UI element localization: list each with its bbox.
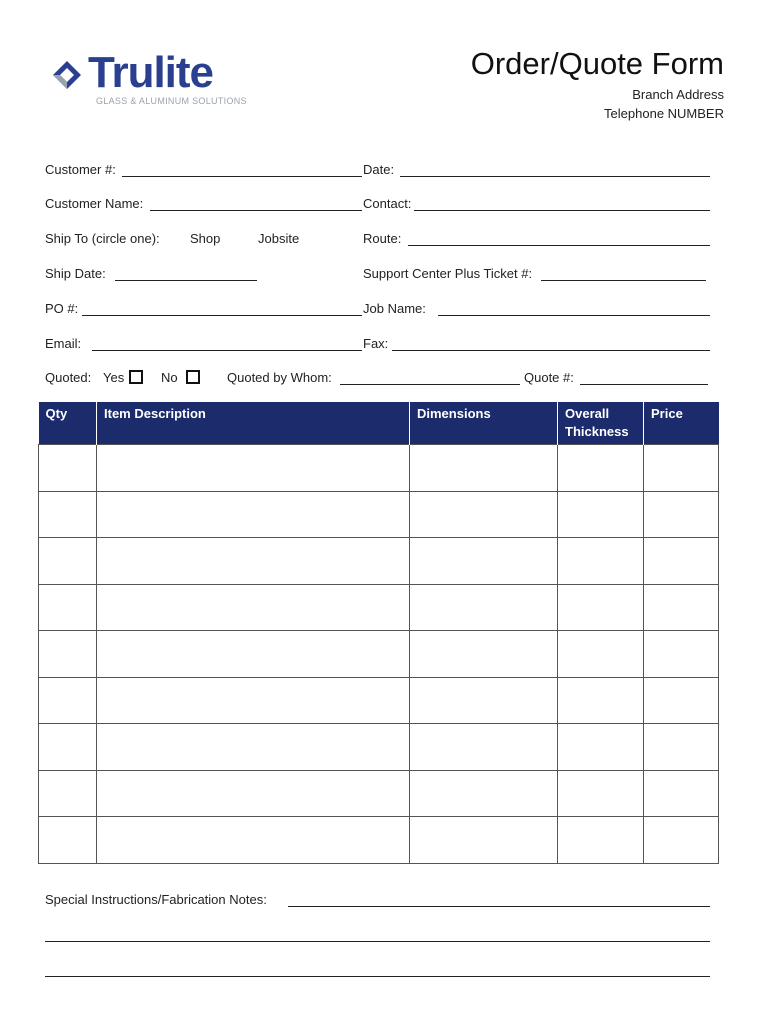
date-label: Date:	[363, 162, 395, 177]
table-row	[39, 770, 719, 817]
cell-dimensions[interactable]	[410, 770, 558, 817]
ship-to-jobsite-option[interactable]: Jobsite	[258, 231, 300, 246]
po-field[interactable]	[82, 315, 362, 316]
support-ticket-field[interactable]	[541, 280, 706, 281]
cell-price[interactable]	[644, 770, 719, 817]
cell-price[interactable]	[644, 491, 719, 538]
column-header-item-description: Item Description	[97, 402, 410, 445]
fax-label: Fax:	[363, 336, 389, 351]
ship-to-shop-option[interactable]: Shop	[190, 231, 221, 246]
po-label: PO #:	[45, 301, 79, 316]
table-header-row	[39, 402, 719, 445]
cell-qty[interactable]	[39, 538, 97, 585]
quoted-yes-checkbox[interactable]	[129, 370, 143, 384]
table-row	[39, 724, 719, 771]
cell-qty[interactable]	[39, 677, 97, 724]
cell-price[interactable]	[644, 538, 719, 585]
cell-item-description[interactable]	[97, 491, 410, 538]
table-row	[39, 538, 719, 585]
column-header-qty: Qty	[39, 402, 97, 445]
fax-field[interactable]	[392, 350, 710, 351]
customer-number-field[interactable]	[122, 176, 362, 177]
cell-item-description[interactable]	[97, 770, 410, 817]
notes-line-1[interactable]	[288, 906, 710, 907]
cell-price[interactable]	[644, 817, 719, 864]
cell-price[interactable]	[644, 584, 719, 631]
quote-number-field[interactable]	[580, 384, 708, 385]
table-row	[39, 491, 719, 538]
support-ticket-label: Support Center Plus Ticket #:	[363, 266, 533, 281]
column-header-price: Price	[644, 402, 719, 445]
cell-item-description[interactable]	[97, 631, 410, 678]
table-row	[39, 445, 719, 492]
cell-item-description[interactable]	[97, 817, 410, 864]
customer-name-label: Customer Name:	[45, 196, 144, 211]
cell-qty[interactable]	[39, 817, 97, 864]
cell-qty[interactable]	[39, 491, 97, 538]
email-field[interactable]	[92, 350, 362, 351]
table-row	[39, 677, 719, 724]
cell-item-description[interactable]	[97, 724, 410, 771]
job-name-label: Job Name:	[363, 301, 426, 316]
ship-to-label: Ship To (circle one):	[45, 231, 160, 246]
cell-qty[interactable]	[39, 724, 97, 771]
cell-dimensions[interactable]	[410, 724, 558, 771]
form-title: Order/Quote Form	[470, 46, 724, 81]
cell-price[interactable]	[644, 677, 719, 724]
contact-field[interactable]	[414, 210, 710, 211]
ship-date-field[interactable]	[115, 280, 257, 281]
quoted-yes-label: Yes	[103, 370, 125, 385]
customer-name-field[interactable]	[150, 210, 362, 211]
cell-qty[interactable]	[39, 584, 97, 631]
quoted-by-field[interactable]	[340, 384, 520, 385]
trulite-logo	[52, 48, 252, 108]
telephone-number: Telephone NUMBER	[604, 106, 724, 121]
table-row	[39, 584, 719, 631]
order-items-table	[38, 402, 719, 864]
quoted-by-label: Quoted by Whom:	[227, 370, 332, 385]
route-label: Route:	[363, 231, 402, 246]
cell-item-description[interactable]	[97, 538, 410, 585]
logo-wordmark: Trulite	[88, 48, 214, 97]
contact-label: Contact:	[363, 196, 412, 211]
cell-dimensions[interactable]	[410, 491, 558, 538]
customer-number-label: Customer #:	[45, 162, 116, 177]
cell-dimensions[interactable]	[410, 631, 558, 678]
cell-overall-thickness[interactable]	[558, 631, 644, 678]
cell-overall-thickness[interactable]	[558, 770, 644, 817]
cell-overall-thickness[interactable]	[558, 677, 644, 724]
cell-overall-thickness[interactable]	[558, 445, 644, 492]
cell-overall-thickness[interactable]	[558, 724, 644, 771]
column-header-dimensions: Dimensions	[410, 402, 558, 445]
cell-item-description[interactable]	[97, 677, 410, 724]
cell-overall-thickness[interactable]	[558, 491, 644, 538]
cell-qty[interactable]	[39, 631, 97, 678]
cell-dimensions[interactable]	[410, 817, 558, 864]
cell-overall-thickness[interactable]	[558, 817, 644, 864]
cell-overall-thickness[interactable]	[558, 584, 644, 631]
cell-dimensions[interactable]	[410, 445, 558, 492]
cell-qty[interactable]	[39, 445, 97, 492]
logo-tagline: GLASS & ALUMINUM SOLUTIONS	[96, 96, 247, 106]
notes-label: Special Instructions/Fabrication Notes:	[45, 892, 267, 907]
branch-address: Branch Address	[632, 87, 724, 102]
cell-dimensions[interactable]	[410, 677, 558, 724]
diamond-logo-icon	[52, 60, 82, 90]
quoted-label: Quoted:	[45, 370, 92, 385]
ship-date-label: Ship Date:	[45, 266, 106, 281]
cell-price[interactable]	[644, 631, 719, 678]
email-label: Email:	[45, 336, 82, 351]
cell-item-description[interactable]	[97, 584, 410, 631]
cell-qty[interactable]	[39, 770, 97, 817]
route-field[interactable]	[408, 245, 710, 246]
date-field[interactable]	[400, 176, 710, 177]
table-row	[39, 817, 719, 864]
job-name-field[interactable]	[438, 315, 710, 316]
table-row	[39, 631, 719, 678]
notes-line-2[interactable]	[45, 941, 710, 942]
cell-price[interactable]	[644, 724, 719, 771]
cell-item-description[interactable]	[97, 445, 410, 492]
quoted-no-label: No	[161, 370, 178, 385]
cell-dimensions[interactable]	[410, 584, 558, 631]
cell-dimensions[interactable]	[410, 538, 558, 585]
cell-price[interactable]	[644, 445, 719, 492]
quote-number-label: Quote #:	[524, 370, 574, 385]
column-header-overall-thickness: Overall Thickness	[558, 402, 644, 445]
notes-line-3[interactable]	[45, 976, 710, 977]
cell-overall-thickness[interactable]	[558, 538, 644, 585]
quoted-no-checkbox[interactable]	[186, 370, 200, 384]
